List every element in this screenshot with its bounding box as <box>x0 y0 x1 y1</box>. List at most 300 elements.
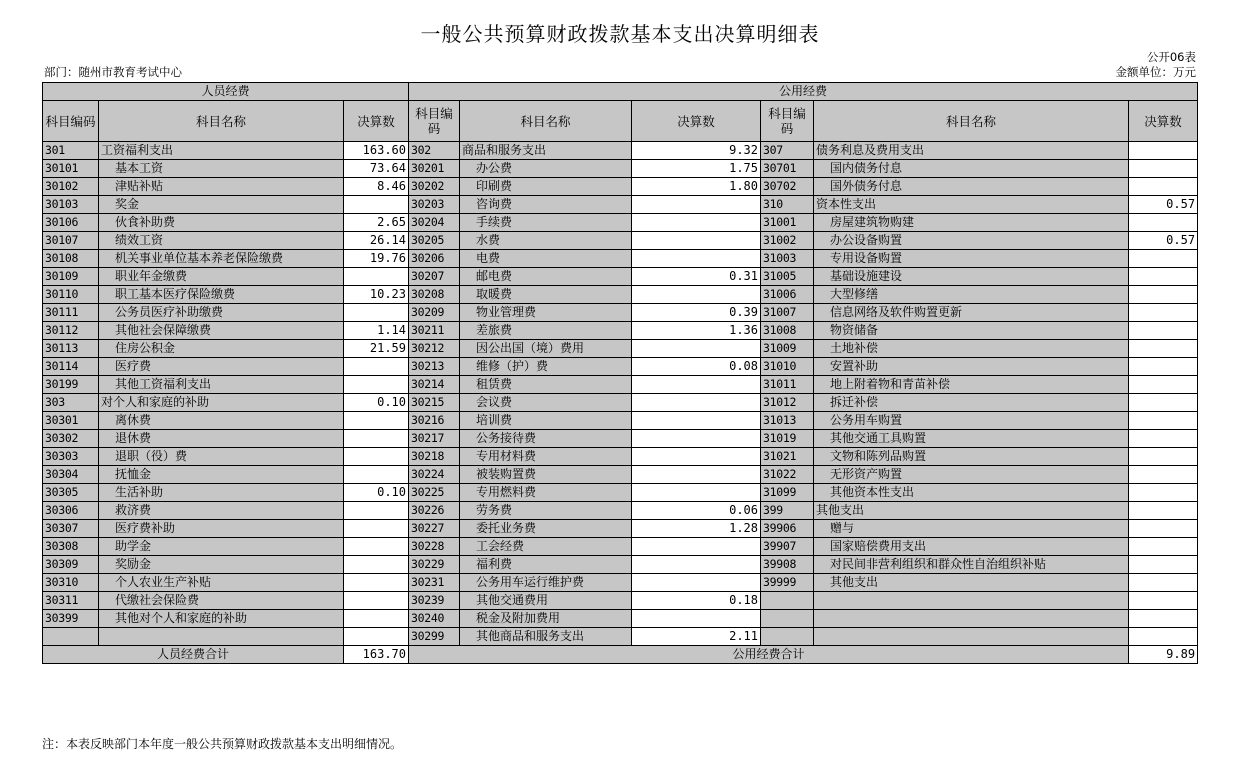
cell-code: 30212 <box>409 340 460 358</box>
cell-code: 30203 <box>409 196 460 214</box>
cell-name: 无形资产购置 <box>814 466 1129 484</box>
cell-amount <box>632 340 761 358</box>
cell-name: 退休费 <box>99 430 344 448</box>
cell-amount <box>1129 628 1198 646</box>
cell-name <box>814 628 1129 646</box>
cell-amount <box>1129 412 1198 430</box>
table-row <box>43 556 1198 574</box>
cell-amount <box>344 196 409 214</box>
cell-code: 30106 <box>43 214 99 232</box>
cell-code: 30110 <box>43 286 99 304</box>
cell-name: 专用材料费 <box>460 448 632 466</box>
cell-name: 办公设备购置 <box>814 232 1129 250</box>
cell-amount <box>632 412 761 430</box>
table-row <box>43 574 1198 592</box>
cell-code: 31007 <box>761 304 814 322</box>
cell-code: 30217 <box>409 430 460 448</box>
cell-amount <box>1129 466 1198 484</box>
table-row <box>43 394 1198 412</box>
cell-amount <box>1129 574 1198 592</box>
group-public-header: 公用经费 <box>409 83 1198 101</box>
cell-code: 310 <box>761 196 814 214</box>
table-row <box>43 250 1198 268</box>
cell-name: 职业年金缴费 <box>99 268 344 286</box>
cell-name: 住房公积金 <box>99 340 344 358</box>
cell-name: 奖励金 <box>99 556 344 574</box>
cell-code: 39907 <box>761 538 814 556</box>
header-amount: 决算数 <box>632 101 761 142</box>
cell-amount <box>1129 358 1198 376</box>
cell-code <box>43 628 99 646</box>
cell-name: 安置补助 <box>814 358 1129 376</box>
cell-name: 退职（役）费 <box>99 448 344 466</box>
cell-amount <box>344 502 409 520</box>
unit-label: 金额单位：万元 <box>1115 65 1196 79</box>
cell-code: 30310 <box>43 574 99 592</box>
cell-name: 委托业务费 <box>460 520 632 538</box>
cell-name: 救济费 <box>99 502 344 520</box>
cell-code: 30240 <box>409 610 460 628</box>
cell-name: 工资福利支出 <box>99 142 344 160</box>
cell-amount: 8.46 <box>344 178 409 196</box>
cell-amount <box>632 394 761 412</box>
cell-amount <box>632 556 761 574</box>
header-name: 科目名称 <box>99 101 344 142</box>
cell-name: 被装购置费 <box>460 466 632 484</box>
cell-code: 30308 <box>43 538 99 556</box>
cell-amount <box>1129 484 1198 502</box>
header-code: 科目编码 <box>409 101 460 142</box>
cell-amount: 2.65 <box>344 214 409 232</box>
total-public-value: 9.89 <box>1129 646 1198 664</box>
cell-amount <box>632 214 761 232</box>
cell-code: 30228 <box>409 538 460 556</box>
table-row <box>43 214 1198 232</box>
cell-name: 公务员医疗补助缴费 <box>99 304 344 322</box>
total-public-label: 公用经费合计 <box>409 646 1129 664</box>
total-personnel-value: 163.70 <box>344 646 409 664</box>
cell-code: 307 <box>761 142 814 160</box>
cell-code: 30216 <box>409 412 460 430</box>
table-row <box>43 430 1198 448</box>
cell-name: 水费 <box>460 232 632 250</box>
cell-name: 取暖费 <box>460 286 632 304</box>
cell-amount <box>632 232 761 250</box>
cell-code: 30213 <box>409 358 460 376</box>
cell-amount: 1.36 <box>632 322 761 340</box>
cell-name: 个人农业生产补贴 <box>99 574 344 592</box>
cell-name <box>814 610 1129 628</box>
cell-amount <box>344 610 409 628</box>
cell-amount: 73.64 <box>344 160 409 178</box>
cell-amount <box>344 430 409 448</box>
cell-code: 30108 <box>43 250 99 268</box>
cell-name: 税金及附加费用 <box>460 610 632 628</box>
cell-name: 资本性支出 <box>814 196 1129 214</box>
group-header-row <box>43 83 1198 101</box>
cell-code: 31010 <box>761 358 814 376</box>
cell-name: 其他工资福利支出 <box>99 376 344 394</box>
cell-code <box>761 610 814 628</box>
cell-name: 文物和陈列品购置 <box>814 448 1129 466</box>
cell-amount: 26.14 <box>344 232 409 250</box>
cell-code: 303 <box>43 394 99 412</box>
cell-amount <box>344 304 409 322</box>
cell-code: 30225 <box>409 484 460 502</box>
cell-name: 差旅费 <box>460 322 632 340</box>
cell-name: 专用燃料费 <box>460 484 632 502</box>
cell-code: 30208 <box>409 286 460 304</box>
cell-code: 30209 <box>409 304 460 322</box>
cell-name: 工会经费 <box>460 538 632 556</box>
cell-name: 维修（护）费 <box>460 358 632 376</box>
cell-name: 离休费 <box>99 412 344 430</box>
table-row <box>43 322 1198 340</box>
cell-code: 399 <box>761 502 814 520</box>
cell-amount: 0.57 <box>1129 232 1198 250</box>
cell-name: 大型修缮 <box>814 286 1129 304</box>
cell-code: 30229 <box>409 556 460 574</box>
cell-name: 对民间非营利组织和群众性自治组织补贴 <box>814 556 1129 574</box>
cell-amount <box>344 556 409 574</box>
cell-code: 30199 <box>43 376 99 394</box>
cell-amount <box>1129 556 1198 574</box>
cell-amount: 10.23 <box>344 286 409 304</box>
cell-name: 物资储备 <box>814 322 1129 340</box>
cell-name: 公务用车购置 <box>814 412 1129 430</box>
cell-code: 30218 <box>409 448 460 466</box>
cell-code: 30239 <box>409 592 460 610</box>
cell-code: 301 <box>43 142 99 160</box>
table-row <box>43 286 1198 304</box>
cell-name: 津贴补贴 <box>99 178 344 196</box>
cell-name: 土地补偿 <box>814 340 1129 358</box>
cell-amount <box>344 466 409 484</box>
cell-code: 30113 <box>43 340 99 358</box>
table-row <box>43 160 1198 178</box>
header-name: 科目名称 <box>460 101 632 142</box>
cell-name: 伙食补助费 <box>99 214 344 232</box>
table-number: 公开06表 <box>1146 50 1196 64</box>
cell-code: 30205 <box>409 232 460 250</box>
table-row <box>43 358 1198 376</box>
cell-amount: 1.80 <box>632 178 761 196</box>
cell-amount <box>632 286 761 304</box>
cell-code: 30201 <box>409 160 460 178</box>
table-row <box>43 448 1198 466</box>
group-personnel-header: 人员经费 <box>43 83 409 101</box>
cell-amount <box>1129 430 1198 448</box>
table-row <box>43 340 1198 358</box>
cell-name: 医疗费 <box>99 358 344 376</box>
cell-code: 30305 <box>43 484 99 502</box>
cell-code: 30206 <box>409 250 460 268</box>
cell-amount: 0.18 <box>632 592 761 610</box>
cell-name <box>814 592 1129 610</box>
cell-name: 专用设备购置 <box>814 250 1129 268</box>
total-personnel-label: 人员经费合计 <box>43 646 344 664</box>
cell-code: 30227 <box>409 520 460 538</box>
cell-code: 30109 <box>43 268 99 286</box>
cell-code: 30204 <box>409 214 460 232</box>
cell-code: 30306 <box>43 502 99 520</box>
cell-name: 印刷费 <box>460 178 632 196</box>
cell-name: 债务利息及费用支出 <box>814 142 1129 160</box>
cell-amount <box>344 448 409 466</box>
cell-name: 助学金 <box>99 538 344 556</box>
cell-amount <box>1129 448 1198 466</box>
cell-code: 30303 <box>43 448 99 466</box>
cell-name: 其他支出 <box>814 574 1129 592</box>
cell-name: 其他交通费用 <box>460 592 632 610</box>
cell-amount <box>1129 376 1198 394</box>
table-row <box>43 376 1198 394</box>
cell-amount: 21.59 <box>344 340 409 358</box>
cell-amount <box>1129 160 1198 178</box>
cell-amount <box>1129 502 1198 520</box>
cell-code: 31003 <box>761 250 814 268</box>
total-row <box>43 646 1198 664</box>
cell-code: 30301 <box>43 412 99 430</box>
header-code: 科目编码 <box>761 101 814 142</box>
cell-name: 电费 <box>460 250 632 268</box>
cell-code: 30309 <box>43 556 99 574</box>
header-amount: 决算数 <box>344 101 409 142</box>
cell-amount <box>1129 538 1198 556</box>
cell-code: 30101 <box>43 160 99 178</box>
cell-amount <box>344 574 409 592</box>
cell-name: 公务用车运行维护费 <box>460 574 632 592</box>
header-code: 科目编码 <box>43 101 99 142</box>
cell-code <box>761 592 814 610</box>
cell-name: 劳务费 <box>460 502 632 520</box>
cell-amount: 1.28 <box>632 520 761 538</box>
cell-name: 信息网络及软件购置更新 <box>814 304 1129 322</box>
cell-name: 抚恤金 <box>99 466 344 484</box>
cell-code: 30103 <box>43 196 99 214</box>
cell-name: 会议费 <box>460 394 632 412</box>
cell-amount: 0.39 <box>632 304 761 322</box>
cell-name: 咨询费 <box>460 196 632 214</box>
cell-code: 30224 <box>409 466 460 484</box>
cell-name: 职工基本医疗保险缴费 <box>99 286 344 304</box>
cell-code: 31022 <box>761 466 814 484</box>
cell-name <box>99 628 344 646</box>
cell-code: 30111 <box>43 304 99 322</box>
cell-amount <box>1129 142 1198 160</box>
cell-code: 31009 <box>761 340 814 358</box>
cell-name: 医疗费补助 <box>99 520 344 538</box>
cell-name: 其他社会保障缴费 <box>99 322 344 340</box>
footnote: 注：本表反映部门本年度一般公共预算财政拨款基本支出明细情况。 <box>42 737 403 751</box>
cell-code: 30226 <box>409 502 460 520</box>
cell-code: 31006 <box>761 286 814 304</box>
table-row <box>43 466 1198 484</box>
cell-code: 31008 <box>761 322 814 340</box>
table-row <box>43 592 1198 610</box>
cell-amount: 2.11 <box>632 628 761 646</box>
header-name: 科目名称 <box>814 101 1129 142</box>
cell-amount <box>1129 178 1198 196</box>
table-row <box>43 484 1198 502</box>
cell-code: 31011 <box>761 376 814 394</box>
cell-amount <box>632 376 761 394</box>
cell-amount <box>1129 394 1198 412</box>
cell-amount <box>632 250 761 268</box>
cell-code: 30302 <box>43 430 99 448</box>
cell-amount <box>632 538 761 556</box>
expenditure-table <box>42 82 1198 664</box>
cell-name: 国内债务付息 <box>814 160 1129 178</box>
cell-amount <box>344 538 409 556</box>
cell-code <box>761 628 814 646</box>
cell-name: 赠与 <box>814 520 1129 538</box>
cell-code: 302 <box>409 142 460 160</box>
cell-code: 31021 <box>761 448 814 466</box>
cell-code: 30299 <box>409 628 460 646</box>
cell-code: 31019 <box>761 430 814 448</box>
cell-code: 30107 <box>43 232 99 250</box>
cell-amount: 0.08 <box>632 358 761 376</box>
cell-code: 30307 <box>43 520 99 538</box>
cell-name: 绩效工资 <box>99 232 344 250</box>
cell-name: 其他资本性支出 <box>814 484 1129 502</box>
cell-amount: 0.31 <box>632 268 761 286</box>
cell-amount <box>1129 214 1198 232</box>
cell-amount <box>344 358 409 376</box>
cell-code: 30311 <box>43 592 99 610</box>
cell-amount: 9.32 <box>632 142 761 160</box>
cell-code: 31001 <box>761 214 814 232</box>
cell-code: 31099 <box>761 484 814 502</box>
cell-amount <box>632 466 761 484</box>
cell-name: 基本工资 <box>99 160 344 178</box>
cell-code: 39908 <box>761 556 814 574</box>
cell-amount <box>1129 340 1198 358</box>
cell-name: 国家赔偿费用支出 <box>814 538 1129 556</box>
cell-amount <box>1129 610 1198 628</box>
cell-name: 对个人和家庭的补助 <box>99 394 344 412</box>
cell-name: 商品和服务支出 <box>460 142 632 160</box>
cell-amount: 0.10 <box>344 484 409 502</box>
cell-name: 基础设施建设 <box>814 268 1129 286</box>
cell-amount <box>1129 304 1198 322</box>
cell-code: 39999 <box>761 574 814 592</box>
cell-name: 奖金 <box>99 196 344 214</box>
cell-code: 30231 <box>409 574 460 592</box>
cell-name: 其他交通工具购置 <box>814 430 1129 448</box>
table-row <box>43 538 1198 556</box>
table-row <box>43 178 1198 196</box>
cell-code: 30102 <box>43 178 99 196</box>
cell-code: 30399 <box>43 610 99 628</box>
cell-name: 机关事业单位基本养老保险缴费 <box>99 250 344 268</box>
cell-amount <box>344 268 409 286</box>
table-row <box>43 502 1198 520</box>
header-amount: 决算数 <box>1129 101 1198 142</box>
cell-name: 租赁费 <box>460 376 632 394</box>
cell-amount: 19.76 <box>344 250 409 268</box>
table-row <box>43 520 1198 538</box>
cell-amount <box>632 484 761 502</box>
cell-name: 公务接待费 <box>460 430 632 448</box>
cell-name: 手续费 <box>460 214 632 232</box>
cell-amount <box>344 376 409 394</box>
cell-code: 30207 <box>409 268 460 286</box>
cell-amount: 0.10 <box>344 394 409 412</box>
table-row <box>43 196 1198 214</box>
cell-code: 30112 <box>43 322 99 340</box>
cell-code: 39906 <box>761 520 814 538</box>
cell-name: 国外债务付息 <box>814 178 1129 196</box>
cell-name: 房屋建筑物购建 <box>814 214 1129 232</box>
cell-amount <box>1129 322 1198 340</box>
cell-amount <box>344 412 409 430</box>
table-row <box>43 142 1198 160</box>
cell-name: 物业管理费 <box>460 304 632 322</box>
table-row <box>43 412 1198 430</box>
cell-amount: 0.57 <box>1129 196 1198 214</box>
cell-name: 办公费 <box>460 160 632 178</box>
department-label: 部门：随州市教育考试中心 <box>44 65 182 79</box>
cell-name: 其他商品和服务支出 <box>460 628 632 646</box>
cell-name: 其他对个人和家庭的补助 <box>99 610 344 628</box>
cell-amount <box>344 520 409 538</box>
cell-amount: 0.06 <box>632 502 761 520</box>
cell-name: 培训费 <box>460 412 632 430</box>
cell-amount <box>1129 286 1198 304</box>
cell-name: 因公出国（境）费用 <box>460 340 632 358</box>
cell-amount <box>632 430 761 448</box>
cell-amount <box>1129 520 1198 538</box>
cell-amount: 163.60 <box>344 142 409 160</box>
cell-code: 30215 <box>409 394 460 412</box>
cell-name: 代缴社会保险费 <box>99 592 344 610</box>
cell-code: 30702 <box>761 178 814 196</box>
cell-amount <box>632 448 761 466</box>
cell-amount <box>632 196 761 214</box>
cell-code: 30114 <box>43 358 99 376</box>
cell-code: 31013 <box>761 412 814 430</box>
cell-name: 其他支出 <box>814 502 1129 520</box>
cell-amount <box>632 574 761 592</box>
cell-name: 拆迁补偿 <box>814 394 1129 412</box>
page-title: 一般公共预算财政拨款基本支出决算明细表 <box>420 22 820 46</box>
cell-amount <box>1129 250 1198 268</box>
column-header-row <box>43 101 1198 142</box>
table-row <box>43 628 1198 646</box>
cell-name: 邮电费 <box>460 268 632 286</box>
cell-code: 31005 <box>761 268 814 286</box>
table-row <box>43 268 1198 286</box>
cell-amount <box>344 628 409 646</box>
cell-amount <box>1129 268 1198 286</box>
table-row <box>43 304 1198 322</box>
cell-amount: 1.14 <box>344 322 409 340</box>
table-row <box>43 610 1198 628</box>
cell-amount <box>632 610 761 628</box>
cell-code: 31012 <box>761 394 814 412</box>
cell-name: 生活补助 <box>99 484 344 502</box>
table-row <box>43 232 1198 250</box>
cell-code: 30211 <box>409 322 460 340</box>
cell-amount <box>1129 592 1198 610</box>
cell-code: 30304 <box>43 466 99 484</box>
cell-code: 30701 <box>761 160 814 178</box>
cell-code: 30214 <box>409 376 460 394</box>
cell-code: 31002 <box>761 232 814 250</box>
cell-name: 福利费 <box>460 556 632 574</box>
